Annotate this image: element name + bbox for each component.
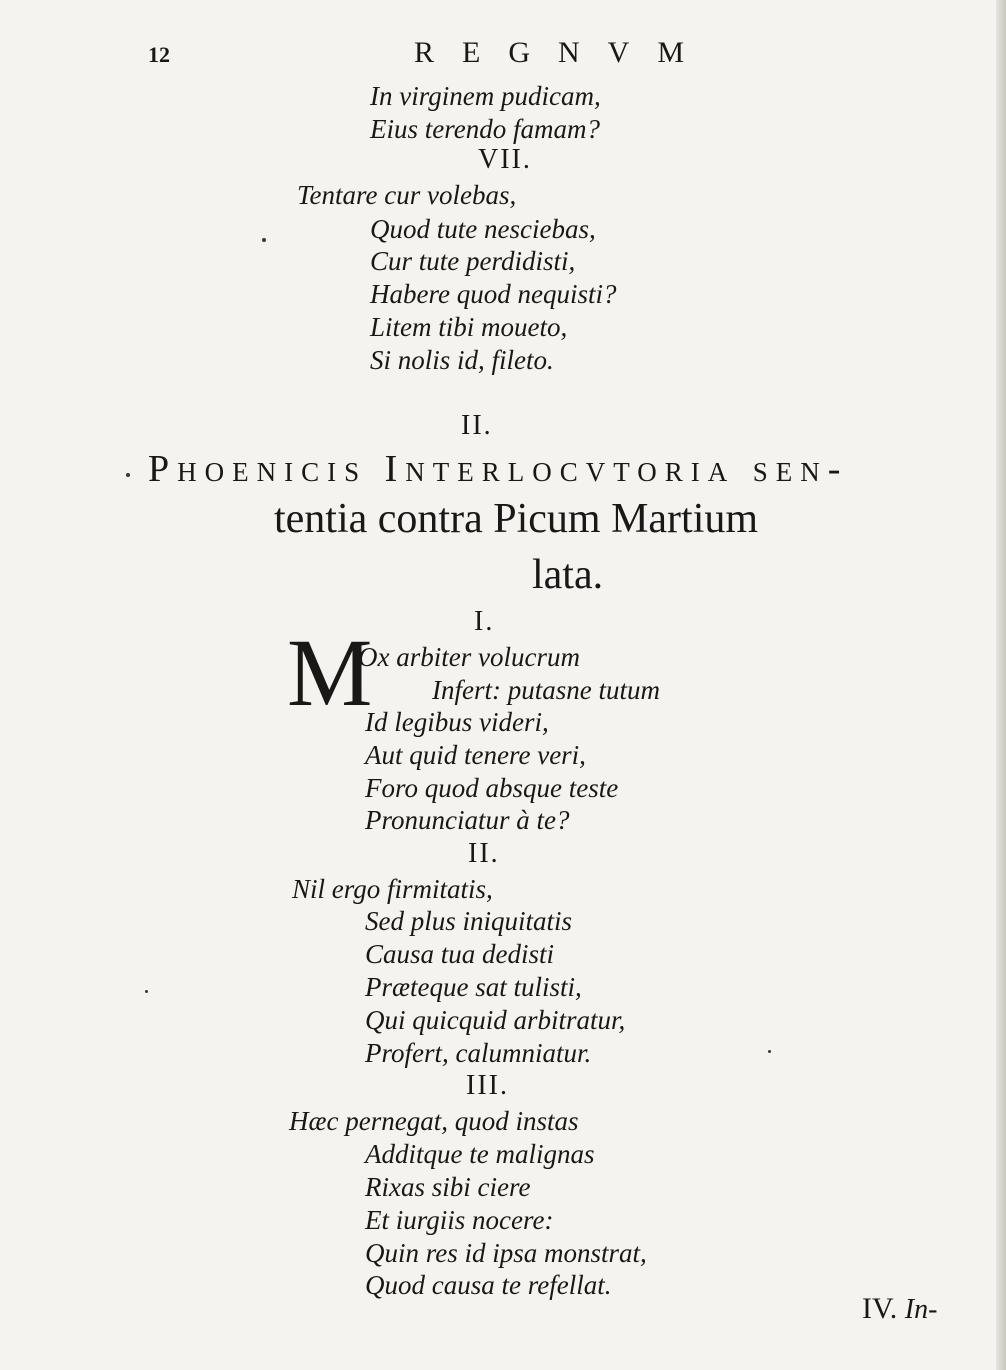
verse-line: Habere quod nequisti? xyxy=(370,279,617,309)
verse-line: Cur tute perdidisti, xyxy=(370,246,576,276)
verse-line: Hæc pernegat, quod instas xyxy=(289,1106,579,1136)
running-head: REGNVM xyxy=(414,36,713,69)
stanza-number: III. xyxy=(466,1070,509,1101)
catchword-italic: In- xyxy=(904,1294,938,1325)
verse-line: Infert: putasne tutum xyxy=(432,675,660,705)
stanza-number: I. xyxy=(474,606,495,637)
chapter-number: II. xyxy=(461,410,493,441)
catchword xyxy=(862,1292,937,1326)
stanza-number: VII. xyxy=(478,144,532,175)
ink-speck xyxy=(262,238,266,242)
verse-line: Quin res id ipsa monstrat, xyxy=(365,1238,647,1268)
verse-line: Rixas sibi ciere xyxy=(365,1172,531,1202)
verse-line: Aut quid tenere veri, xyxy=(365,740,586,770)
verse-line: In virginem pudicam, xyxy=(370,81,601,111)
verse-line: Ox arbiter volucrum xyxy=(358,642,580,672)
verse-line: Eius terendo famam? xyxy=(370,114,600,144)
verse-line: Sed plus iniquitatis xyxy=(365,906,573,936)
verse-line: Præteque sat tulisti, xyxy=(365,972,582,1002)
verse-line: Si nolis id, fileto. xyxy=(370,345,554,375)
chapter-title-line-2: tentia contra Picum Martium xyxy=(274,496,759,542)
chapter-title-line-3: lata. xyxy=(532,552,604,598)
verse-line: Litem tibi moueto, xyxy=(370,312,568,342)
verse-line: Qui quicquid arbitratur, xyxy=(365,1005,626,1035)
verse-line: Causa tua dedisti xyxy=(365,939,555,969)
page-edge-shadow xyxy=(996,0,1006,1370)
verse-line: Et iurgiis nocere: xyxy=(365,1205,554,1235)
verse-line: Tentare cur volebas, xyxy=(297,180,517,210)
chapter-title-line-1: Phoenicis Interlocvtoria sen- xyxy=(148,448,849,490)
verse-line: Foro quod absque teste xyxy=(365,773,619,803)
catchword-roman: IV. xyxy=(862,1292,898,1325)
ink-speck xyxy=(126,473,130,477)
verse-line: Pronunciatur à te? xyxy=(365,805,570,835)
verse-line: Nil ergo firmitatis, xyxy=(292,874,493,904)
page-number: 12 xyxy=(148,42,170,67)
verse-line: Id legibus videri, xyxy=(365,707,549,737)
verse-line: Quod tute nesciebas, xyxy=(370,214,596,244)
drop-cap: M xyxy=(287,619,373,726)
verse-line: Quod causa te refellat. xyxy=(365,1270,612,1300)
ink-speck xyxy=(145,990,148,993)
stanza-number: II. xyxy=(468,838,500,869)
verse-line: Additque te malignas xyxy=(365,1139,595,1169)
verse-line: Profert, calumniatur. xyxy=(365,1038,592,1068)
ink-speck xyxy=(768,1050,771,1053)
